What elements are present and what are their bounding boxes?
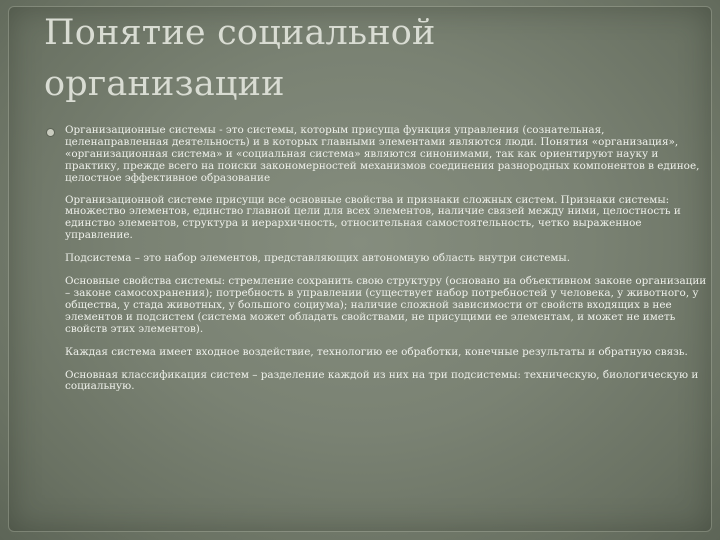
slide-title: Понятие социальной организации — [44, 13, 436, 104]
bullet-item — [44, 125, 708, 185]
paragraph-organizational-systems: Организационные системы - это системы, которым присуща функция управления (сознательная, целенаправленная деятельность) и в которых главными элементами являются люди. Понятия «организация», «организационная система» и «социальная система» являются синонимами, так как ориентируют науку и практику, прежде всего на поиски закономерностей механизмов соединения разнородных компонентов в единое, целостное эффективное образование — [65, 124, 700, 184]
paragraph-main-properties: Основные свойства системы: стремление сохранить свою структуру (основано на объективном законе организации – законе самосохранения); потребность в управлении (существует набор потребностей у человека, у животного, у общества, у стада животных, у большого социума); наличие сложной зависимости от свойств входящих в нее элементов и подсистем (система может обладать свойствами, не присущими ее элементам, и может не иметь свойств этих элементов). — [65, 275, 707, 335]
paragraph-block — [65, 370, 708, 394]
paragraph-block — [65, 253, 708, 265]
paragraph-input-feedback: Каждая система имеет входное воздействие, технологию ее обработки, конечные результаты и обратную связь. — [65, 345, 688, 358]
paragraph-block — [65, 195, 708, 243]
slide-body — [44, 125, 708, 404]
paragraph-classification: Основная классификация систем – разделение каждой из них на три подсистемы: техническую, биологическую и социальную. — [65, 368, 699, 393]
paragraph-system-properties: Организационной системе присущи все основные свойства и признаки сложных систем. Признаки системы: множество элементов, единство главной цели для всех элементов, наличие связей между ними, целостность и единство элементов, структура и иерархичность, относительная самостоятельность, четко выраженное управление. — [65, 193, 681, 242]
paragraph-subsystem: Подсистема – это набор элементов, представляющих автономную область внутри системы. — [65, 252, 571, 265]
paragraph-block — [65, 347, 708, 359]
paragraph-block — [65, 276, 708, 336]
bullet-dot-icon — [47, 129, 54, 136]
